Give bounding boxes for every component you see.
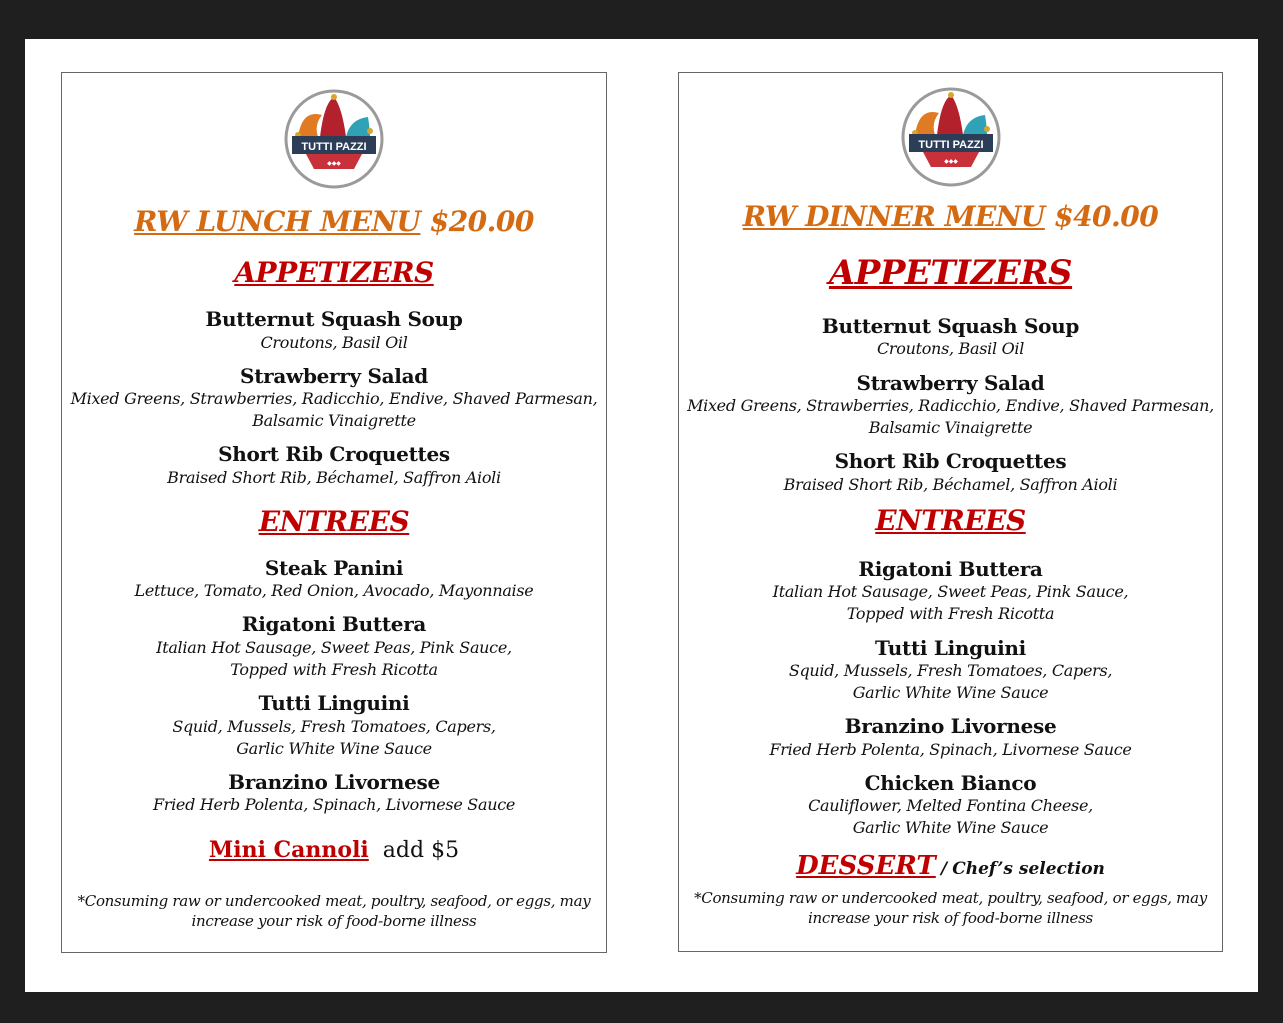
jester-hat-logo-icon	[901, 87, 1001, 187]
lunch-title-text: RW LUNCH MENU	[134, 205, 421, 238]
dish-description: Mixed Greens, Strawberries, Radicchio, Endive, Shaved Parmesan, Balsamic Vinaigrette	[687, 396, 1214, 437]
lunch-menu-panel	[61, 72, 607, 953]
dish-description: Braised Short Rib, Béchamel, Saffron Aioli	[783, 475, 1118, 494]
mini-cannoli-addon	[62, 837, 606, 863]
dish-description: Fried Herb Polenta, Spinach, Livornese Sauce	[152, 795, 516, 814]
dish-name: Rigatoni Buttera	[241, 612, 427, 636]
dish-name: Tutti Linguini	[258, 691, 410, 715]
dish-name: Short Rib Croquettes	[218, 442, 450, 466]
dish-description: Croutons, Basil Oil	[260, 333, 408, 352]
dish-description: Mixed Greens, Strawberries, Radicchio, Endive, Shaved Parmesan, Balsamic Vinaigrette	[70, 389, 598, 430]
lunch-menu-title	[62, 205, 606, 238]
dinner-price: $40.00	[1054, 200, 1159, 233]
dinner-menu-title	[679, 200, 1222, 233]
lunch-appetizers-heading: APPETIZERS	[234, 256, 434, 289]
dish-description: Braised Short Rib, Béchamel, Saffron Aioli	[167, 468, 501, 487]
dish-description: Lettuce, Tomato, Red Onion, Avocado, Mayonnaise	[134, 581, 534, 600]
dish-name: Strawberry Salad	[856, 371, 1045, 395]
logo-text: TUTTI PAZZI	[917, 139, 984, 151]
dish-name: Tutti Linguini	[875, 636, 1026, 660]
dish-description: Squid, Mussels, Fresh Tomatoes, Capers, Garlic White Wine Sauce	[788, 661, 1113, 702]
dessert-heading: DESSERT	[796, 851, 936, 881]
jester-hat-logo-icon	[284, 89, 384, 189]
dish-name: Branzino Livornese	[844, 714, 1057, 738]
food-safety-disclaimer: *Consuming raw or undercooked meat, poultry, seafood, or eggs, may increase your risk of food-borne illness	[77, 892, 591, 930]
dinner-entrees-heading: ENTREES	[875, 504, 1026, 537]
dish-name: Butternut Squash Soup	[821, 314, 1080, 338]
addon-name: Mini Cannoli	[208, 837, 369, 863]
dish-description: Italian Hot Sausage, Sweet Peas, Pink Sauce, Topped with Fresh Ricotta	[772, 582, 1129, 623]
dinner-menu-panel	[678, 72, 1223, 952]
dinner-appetizers-heading: APPETIZERS	[828, 253, 1073, 293]
svg-text:◆◆◆: ◆◆◆	[943, 158, 958, 165]
lunch-price: $20.00	[429, 205, 534, 238]
addon-price: add $5	[382, 838, 460, 863]
logo-text: TUTTI PAZZI	[301, 141, 367, 153]
dish-description: Italian Hot Sausage, Sweet Peas, Pink Sauce, Topped with Fresh Ricotta	[156, 638, 512, 679]
dish-name: Short Rib Croquettes	[834, 449, 1067, 473]
lunch-entrees-heading: ENTREES	[258, 505, 410, 538]
dessert-selection: Chef’s selection	[952, 859, 1105, 879]
dish-name: Chicken Bianco	[864, 771, 1037, 795]
dish-description: Fried Herb Polenta, Spinach, Livornese Sauce	[769, 740, 1132, 759]
dessert-line: DESSERT / Chef’s selection	[796, 851, 1105, 881]
dish-description: Cauliflower, Melted Fontina Cheese, Garlic White Wine Sauce	[808, 796, 1093, 837]
dish-name: Strawberry Salad	[240, 364, 428, 388]
dish-name: Branzino Livornese	[228, 770, 440, 794]
dish-name: Rigatoni Buttera	[858, 557, 1043, 581]
food-safety-disclaimer: *Consuming raw or undercooked meat, poultry, seafood, or eggs, may increase your risk of food-borne illness	[694, 889, 1207, 927]
dinner-title-text: RW DINNER MENU	[742, 200, 1045, 233]
dish-description: Croutons, Basil Oil	[876, 339, 1025, 358]
dish-name: Steak Panini	[264, 556, 404, 580]
dish-description: Squid, Mussels, Fresh Tomatoes, Capers, Garlic White Wine Sauce	[172, 717, 496, 758]
svg-text:◆◆◆: ◆◆◆	[327, 160, 341, 167]
dish-name: Butternut Squash Soup	[205, 307, 463, 331]
